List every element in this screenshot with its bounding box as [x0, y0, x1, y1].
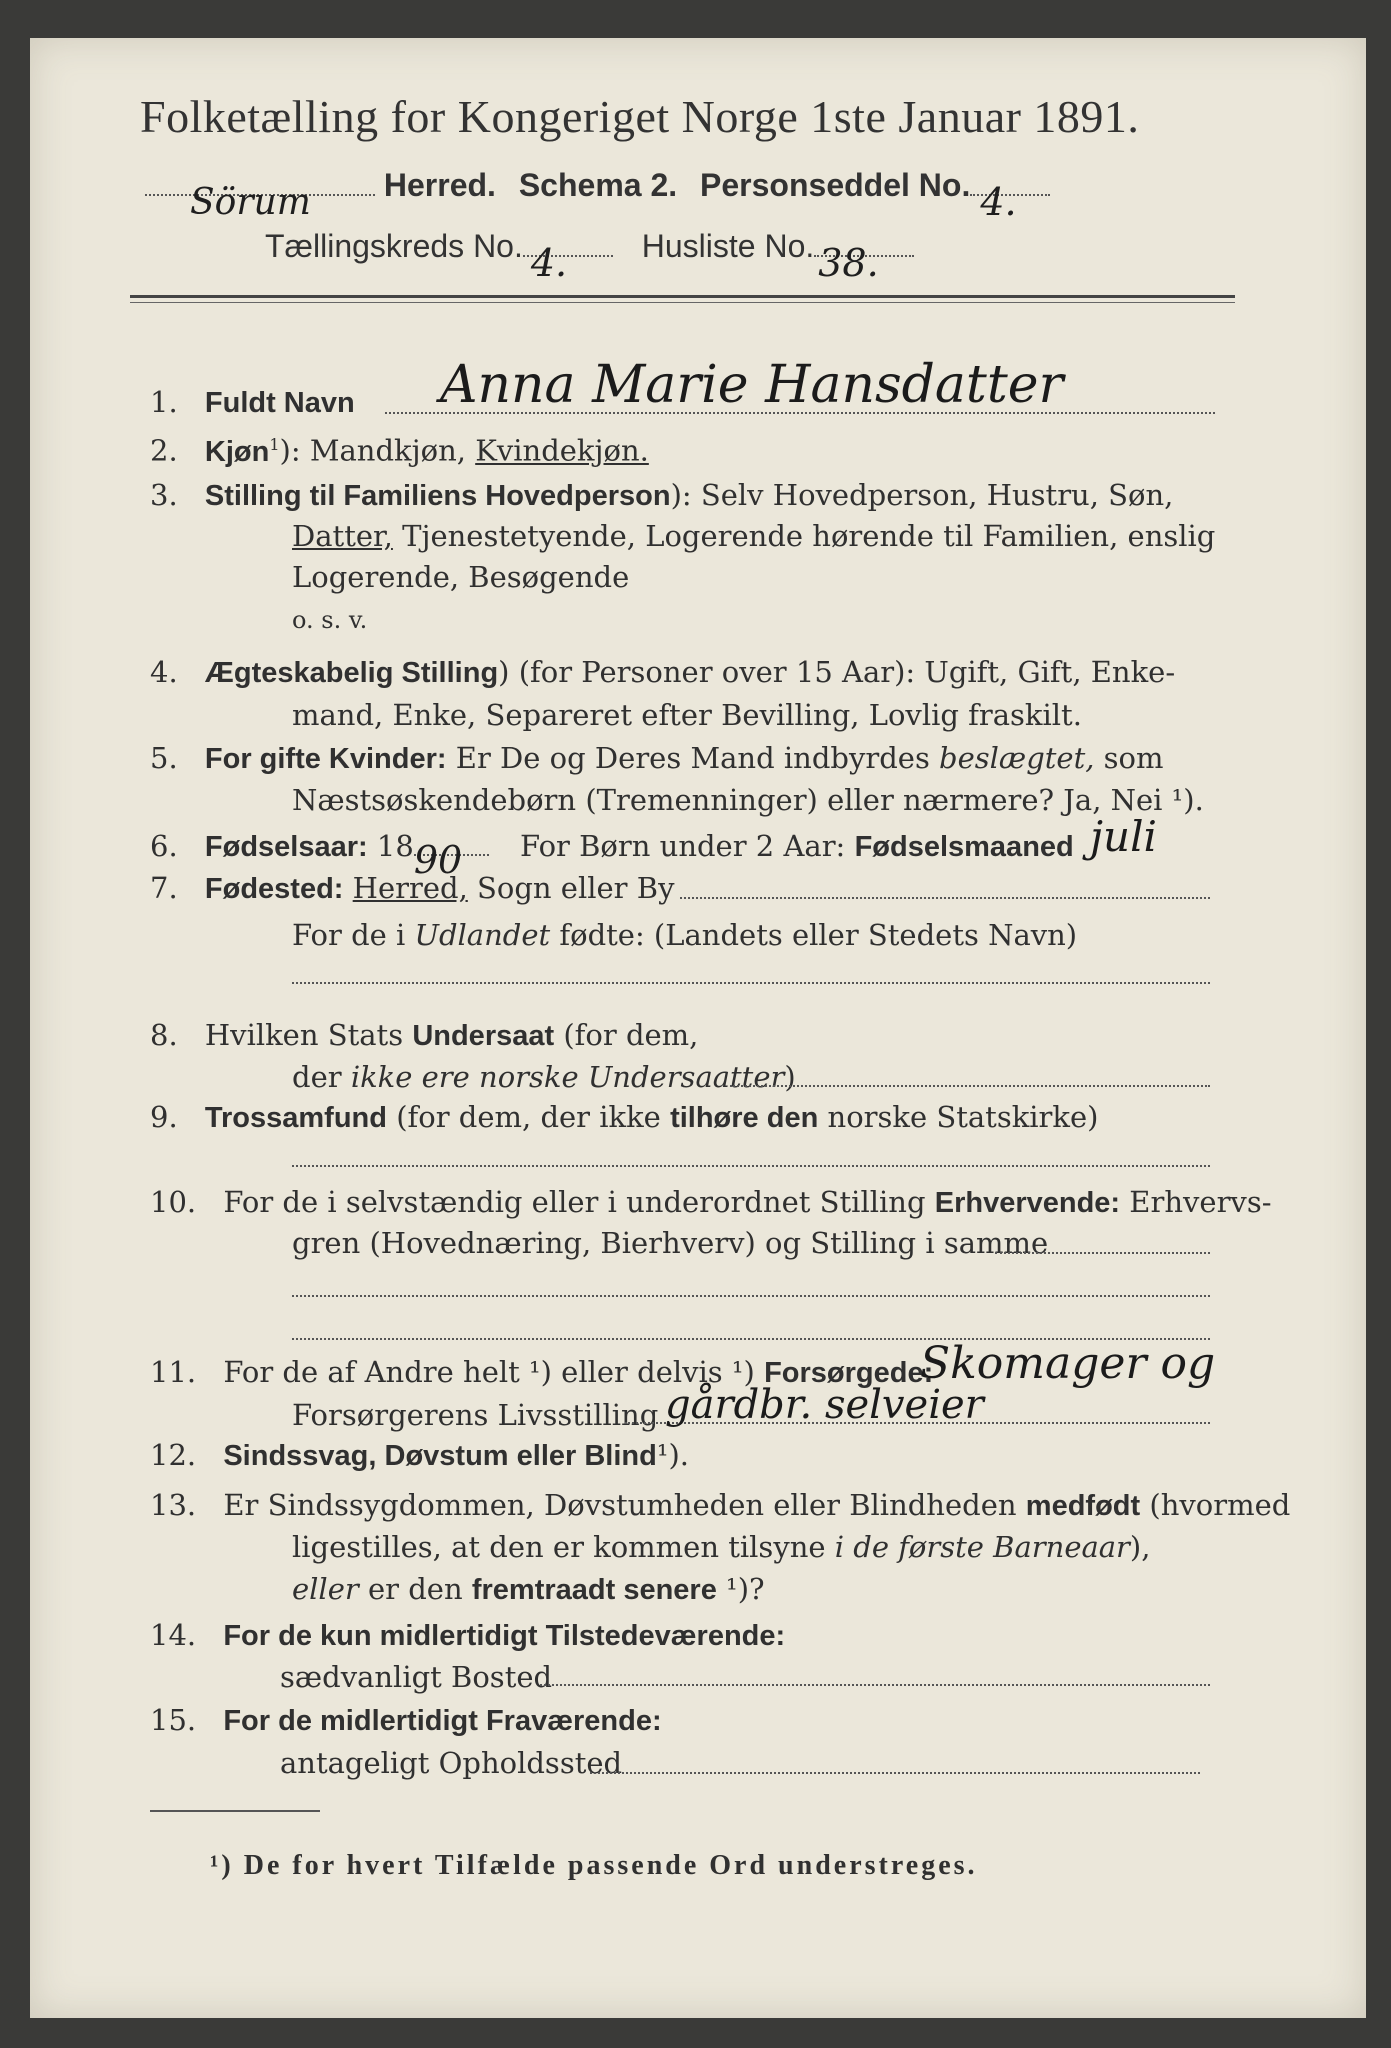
herred-label: Herred.	[383, 167, 496, 203]
item-text: ikke ere norske Undersaatter	[350, 1060, 785, 1094]
item-label: medfødt	[1025, 1490, 1141, 1522]
item-label: Sindssvag, Døvstum eller Blind	[223, 1440, 657, 1472]
selected-option: Kvindekjøn.	[475, 433, 649, 468]
item-15-line2: antageligt Opholdssted	[280, 1746, 623, 1780]
footnote-ref: 1	[269, 435, 280, 454]
item-11-line2: Forsørgerens Livsstilling	[292, 1398, 659, 1432]
item-label: Undersaat	[412, 1020, 555, 1052]
item-4	[150, 652, 1175, 693]
item-8	[150, 1015, 698, 1056]
header-rule	[130, 295, 1235, 298]
item-number: 1.	[150, 385, 178, 419]
item-7-line2	[292, 915, 1077, 955]
nationality-dotline	[730, 1085, 1210, 1087]
personseddel-field	[970, 180, 1050, 224]
item-number: 14.	[150, 1618, 197, 1652]
item-text: (hvormed	[1140, 1488, 1291, 1522]
item-8-line2	[292, 1057, 796, 1097]
selected-option: Herred,	[352, 871, 468, 905]
taellingskreds-line	[265, 228, 914, 285]
item-text: tilhøre den	[670, 1102, 819, 1134]
stay-dotline	[590, 1772, 1200, 1774]
item-label: Forsørgede:	[764, 1357, 934, 1389]
footnote-rule	[150, 1810, 320, 1812]
item-text: der	[292, 1060, 351, 1094]
occupation-dotline-2	[292, 1295, 1210, 1297]
year-prefix: 18	[376, 829, 414, 863]
item-label: Ægteskabelig Stilling	[204, 657, 499, 689]
item-text: Sogn eller By	[467, 871, 675, 905]
birth-month-value: juli	[1090, 812, 1157, 861]
item-text: eller	[292, 1572, 359, 1606]
personseddel-value: 4.	[980, 180, 1017, 224]
item-number: 15.	[150, 1703, 197, 1737]
residence-dotline	[540, 1684, 1210, 1686]
item-text: Er De og Deres Mand indbyrdes	[446, 741, 940, 775]
item-label: Fødested:	[204, 873, 344, 905]
item-13-line3	[292, 1569, 765, 1610]
item-text: Hvilken Stats	[204, 1018, 413, 1052]
item-text: beslægtet,	[939, 741, 1095, 775]
birth-year-value: 90	[413, 838, 463, 882]
birthplace-dotline	[680, 897, 1210, 899]
item-text: Er Sindssygdommen, Døvstumheden eller Blindheden	[223, 1488, 1026, 1522]
year-field	[413, 838, 489, 882]
item-14	[150, 1615, 785, 1656]
item-label: Fødselsmaaned	[854, 831, 1074, 863]
item-text: (for dem,	[554, 1018, 699, 1052]
item-number: 13.	[150, 1488, 197, 1522]
item-label: Fuldt Navn	[204, 387, 355, 419]
item-text: ),	[1129, 1530, 1151, 1564]
abroad-dotline	[292, 982, 1210, 984]
item-label: Fødselsaar:	[204, 831, 368, 863]
item-text: ): Selv Hovedperson, Hustru, Søn,	[670, 478, 1174, 512]
item-text: For de i selvstændig eller i underordnet Stilling	[223, 1185, 935, 1219]
item-text: norske Statskirke)	[818, 1100, 1099, 1134]
item-10-line2: gren (Hovednæring, Bierhverv) og Stilling i samme	[292, 1226, 1049, 1260]
item-text: er den	[358, 1572, 472, 1606]
item-text: ): Mandkjøn,	[279, 433, 476, 468]
item-label: Erhvervende:	[934, 1187, 1121, 1219]
item-5	[150, 738, 1164, 779]
provider-value: Skomager og	[920, 1338, 1216, 1389]
item-15	[150, 1700, 662, 1741]
provider-occupation-value: gårdbr. selveier	[665, 1382, 984, 1428]
item-1	[150, 382, 355, 423]
item-14-line2: sædvanligt Bosted	[280, 1660, 553, 1694]
item-number: 10.	[150, 1185, 197, 1219]
item-text: Erhvervs-	[1120, 1185, 1272, 1219]
item-5-line2: Næstsøskendebørn (Tremenninger) eller nærmere? Ja, Nei ¹).	[292, 783, 1204, 817]
form-title: Folketælling for Kongeriget Norge 1ste Januar 1891.	[140, 91, 1140, 142]
item-text: som	[1094, 741, 1164, 775]
item-6	[150, 826, 1074, 882]
taellingskreds-value: 4.	[530, 241, 568, 285]
item-9	[150, 1097, 1098, 1138]
item-label: For de midlertidigt Fraværende:	[223, 1705, 662, 1737]
item-number: 4.	[150, 655, 178, 689]
item-text: Tjenestetyende, Logerende hørende til Familien, enslig	[392, 519, 1216, 553]
item-text: (for dem, der ikke	[386, 1100, 671, 1134]
item-13	[150, 1485, 1290, 1526]
item-13-line2	[292, 1527, 1150, 1567]
item-3-line4: o. s. v.	[292, 606, 368, 634]
item-12	[150, 1435, 689, 1476]
herred-line	[145, 167, 1235, 224]
herred-field	[145, 182, 375, 223]
item-text: )	[784, 1060, 796, 1094]
item-text: ) (for Personer over 15 Aar): Ugift, Gift, Enke-	[498, 655, 1176, 689]
header-rule-thin	[130, 302, 1235, 303]
herred-value: Sörum	[190, 182, 311, 223]
item-number: 3.	[150, 478, 178, 512]
selected-option: Datter,	[292, 519, 393, 553]
husliste-label: Husliste No.	[641, 228, 815, 264]
footnote-ref: ¹).	[656, 1438, 690, 1472]
item-10	[150, 1182, 1272, 1223]
occupation-dotline-1	[995, 1252, 1210, 1254]
item-number: 12.	[150, 1438, 197, 1472]
item-2	[150, 425, 649, 472]
personseddel-label: Personseddel No.	[700, 167, 971, 203]
item-label: Trossamfund	[204, 1102, 387, 1134]
full-name-value: Anna Marie Hansdatter	[440, 355, 1064, 415]
husliste-field	[814, 241, 914, 285]
item-number: 2.	[150, 433, 178, 468]
item-label: For de kun midlertidigt Tilstedeværende:	[223, 1620, 786, 1652]
item-text: ¹)?	[716, 1572, 765, 1606]
item-3	[150, 475, 1173, 516]
item-label: Kjøn	[204, 435, 270, 468]
footnote: ¹) De for hvert Tilfælde passende Ord understreges.	[210, 1850, 978, 1881]
taellingskreds-label: Tællingskreds No.	[265, 228, 523, 264]
item-text: i de første Barneaar	[834, 1530, 1130, 1564]
item-label: Stilling til Familiens Hovedperson	[204, 480, 671, 512]
taellingskreds-field	[523, 241, 613, 285]
item-text: fødte: (Landets eller Stedets Navn)	[550, 918, 1078, 952]
item-number: 5.	[150, 741, 178, 775]
item-text: Udlandet	[414, 918, 551, 952]
item-4-line2: mand, Enke, Separeret efter Bevilling, Lovlig fraskilt.	[292, 698, 1082, 732]
item-text: For de i	[292, 918, 415, 952]
schema-label: Schema 2.	[518, 167, 678, 203]
item-label: For gifte Kvinder:	[204, 743, 447, 775]
item-number: 9.	[150, 1100, 178, 1134]
item-7	[150, 868, 674, 909]
husliste-value: 38.	[818, 241, 879, 285]
item-3-line2	[292, 516, 1215, 556]
item-3-line3: Logerende, Besøgende	[292, 560, 630, 594]
item-number: 7.	[150, 871, 178, 905]
item-number: 11.	[150, 1355, 197, 1389]
item-text: For de af Andre helt ¹) eller delvis ¹)	[223, 1355, 765, 1389]
item-text: For Børn under 2 Aar:	[520, 829, 855, 863]
item-text: ligestilles, at den er kommen tilsyne	[292, 1530, 835, 1564]
item-text: fremtraadt senere	[471, 1574, 717, 1606]
religion-dotline	[292, 1165, 1210, 1167]
item-number: 8.	[150, 1018, 178, 1052]
item-number: 6.	[150, 829, 178, 863]
